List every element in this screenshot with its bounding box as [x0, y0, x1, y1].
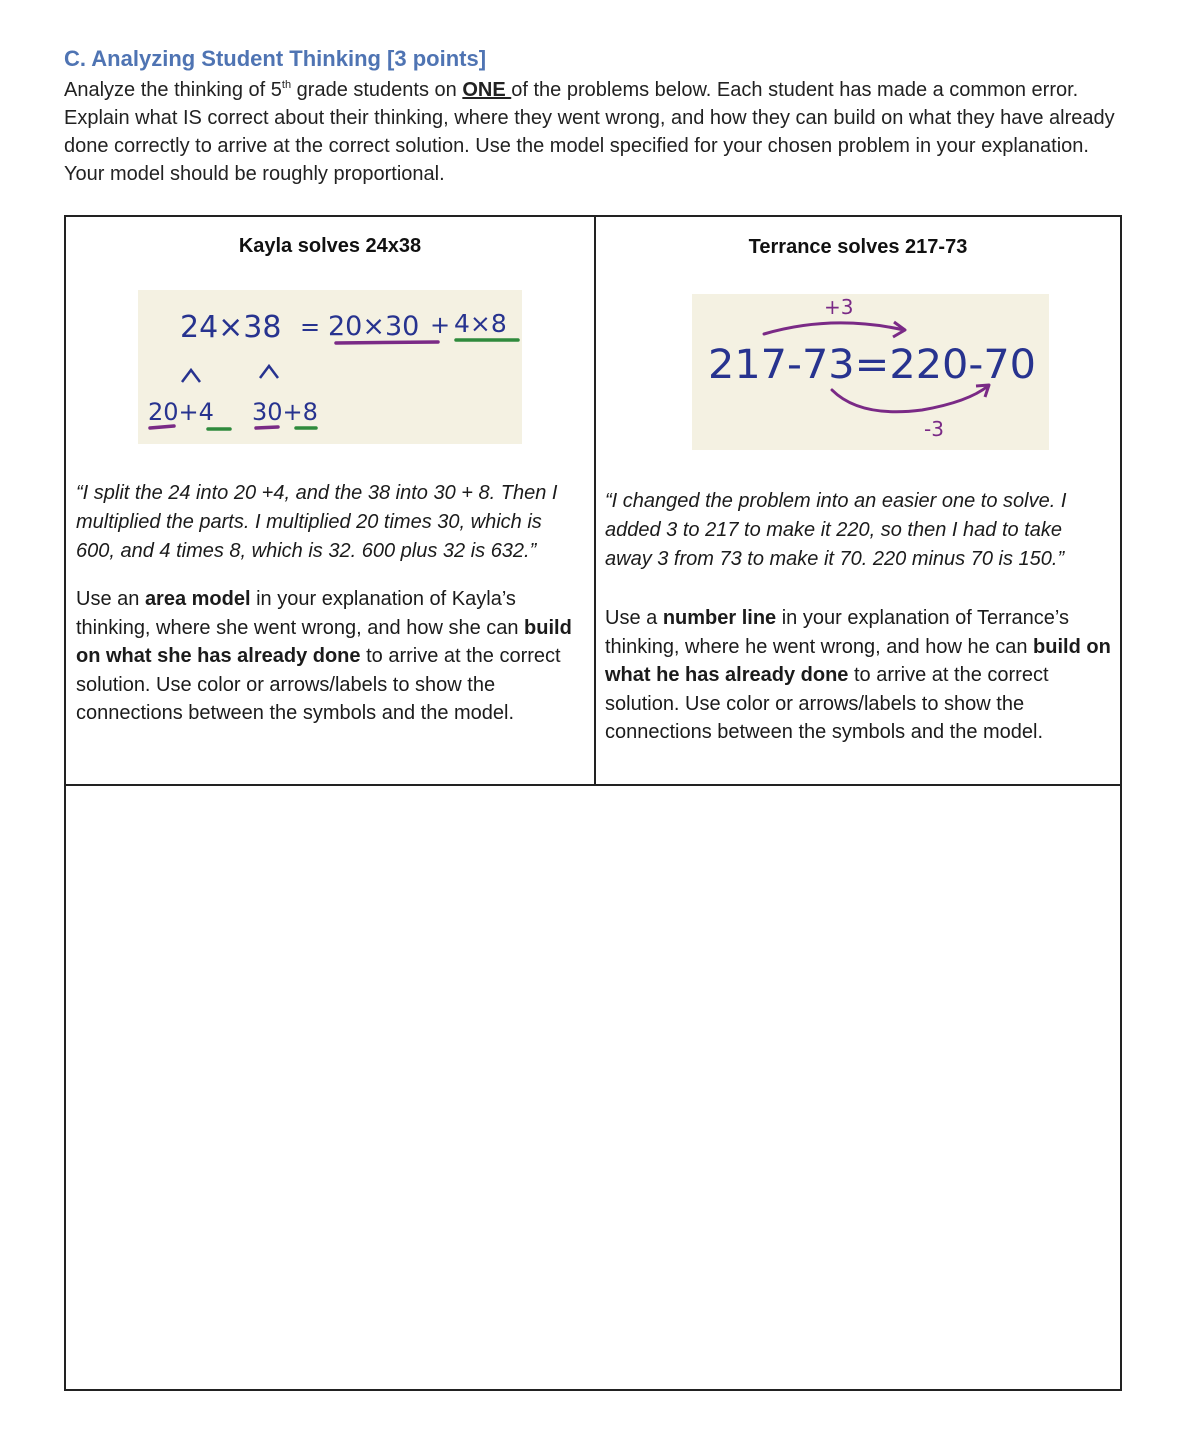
kayla-caret-1	[182, 370, 200, 382]
terrance-problem-cell[interactable]	[596, 217, 1120, 784]
terrance-title: Terrance solves 217-73	[748, 236, 968, 258]
kayla-quote: “I split the 24 into 20 +4, and the 38 into 30 + 8. Then I multiplied the parts. I multiplied 20 times 30, which is 600, and 4 times 8, which is 32. 600 plus 32 is 632.”	[76, 482, 558, 562]
kayla-eq-left: 24×38	[180, 310, 282, 345]
terrance-top-arrow	[764, 323, 904, 334]
terrance-bottom-arrow	[832, 386, 988, 412]
kayla-eq-term2: 4×8	[454, 309, 507, 338]
terrance-work-image	[692, 294, 1049, 450]
kayla-handwritten-work	[138, 290, 522, 444]
kayla-underline-term1	[336, 342, 438, 343]
kayla-instructions: Use an area model in your explanation of Kayla’s thinking, where she went wrong, and how she can build on what she has already done to arrive at the correct solution. Use color or arrows/labels to show the connections between the symbols and the model.	[76, 588, 572, 724]
kayla-underline-30	[256, 427, 278, 428]
intro-paragraph: Analyze the thinking of 5th grade students on ONE of the problems below. Each student has made a common error. Explain what IS correct about their thinking, where they went wrong, and how they can build on what they have already done correctly to arrive at the correct solution. Use the model specified for your chosen problem in your explanation. Your model should be roughly proportional.	[64, 79, 1115, 185]
terrance-quote: “I changed the problem into an easier one to solve. I added 3 to 217 to make it 220, so then I had to take away 3 from 73 to make it 70. 220 minus 70 is 150.”	[605, 490, 1067, 570]
kayla-work-image	[138, 290, 522, 444]
problem-table	[64, 215, 1122, 1391]
terrance-equation: 217-73=220-70	[708, 342, 1036, 388]
response-area[interactable]	[66, 786, 1120, 1389]
kayla-split-2: 30+8	[252, 398, 318, 426]
terrance-instructions: Use a number line in your explanation of Terrance’s thinking, where he went wrong, and how he can build on what he has already done to arrive at the correct solution. Use color or arrows/labels to show the connections between the symbols and the model.	[605, 607, 1111, 743]
kayla-caret-2	[260, 366, 278, 378]
terrance-bottom-label: -3	[924, 417, 944, 441]
emphasis-one: ONE	[462, 79, 512, 101]
kayla-eq-equals: =	[300, 313, 321, 341]
terrance-handwritten-work	[692, 294, 1049, 450]
kayla-title: Kayla solves 24x38	[238, 235, 422, 257]
kayla-split-1: 20+4	[148, 398, 214, 426]
kayla-underline-20	[150, 426, 174, 428]
terrance-top-label: +3	[824, 295, 854, 319]
kayla-eq-plus: +	[430, 311, 451, 339]
kayla-eq-term1: 20×30	[328, 311, 420, 342]
section-heading: C. Analyzing Student Thinking [3 points]	[64, 46, 487, 71]
kayla-problem-cell[interactable]	[66, 217, 594, 784]
